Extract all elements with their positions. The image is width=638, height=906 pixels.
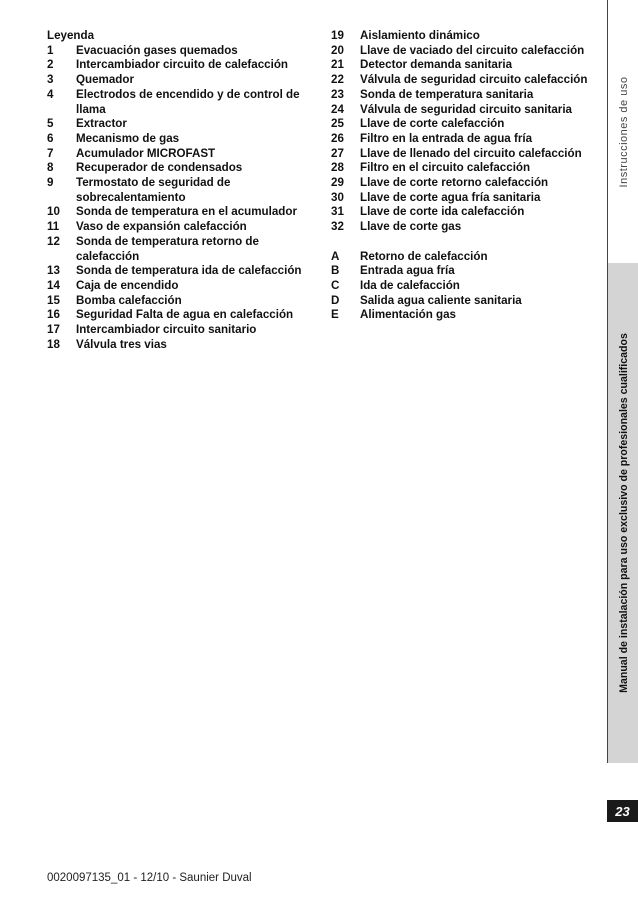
legend-item-text: Extractor xyxy=(76,117,127,131)
legend-item xyxy=(47,73,312,88)
legend-item-text: Recuperador de condensados xyxy=(76,161,243,175)
legend-item xyxy=(331,220,596,235)
legend-item xyxy=(47,338,312,353)
legend-item xyxy=(47,308,312,323)
legend-item xyxy=(47,264,312,279)
legend-item xyxy=(331,264,596,279)
legend-item-number: 3 xyxy=(47,73,54,87)
legend-item xyxy=(47,44,312,59)
sidebar-bottom-label: Manual de instalación para uso exclusivo de profesionales cualificados xyxy=(617,333,630,693)
legend-item-number: 2 xyxy=(47,58,54,72)
legend-item-number: 8 xyxy=(47,161,54,175)
legend-item-number: 26 xyxy=(331,131,344,145)
legend-item-number: B xyxy=(331,264,340,278)
legend-item xyxy=(47,220,312,235)
legend-item-number: 22 xyxy=(331,73,344,87)
legend-item-number: 1 xyxy=(47,43,54,57)
legend-item-text: Mecanismo de gas xyxy=(76,131,180,145)
legend-item-text: Llave de vaciado del circuito calefacción xyxy=(360,43,585,57)
legend-item xyxy=(47,88,312,117)
legend-item-number: 25 xyxy=(331,117,344,131)
legend-item-text: Válvula de seguridad circuito calefacción xyxy=(360,73,588,87)
legend-item-text: Seguridad Falta de agua en calefacción xyxy=(76,308,294,322)
legend-item xyxy=(331,73,596,88)
legend-item xyxy=(47,323,312,338)
legend-item-text: Salida agua caliente sanitaria xyxy=(360,293,522,307)
legend-item-number: A xyxy=(331,249,340,263)
legend-item xyxy=(47,132,312,147)
legend-item-number: 4 xyxy=(47,87,54,101)
legend-item xyxy=(47,117,312,132)
legend-item-text: Intercambiador circuito sanitario xyxy=(76,323,257,337)
legend-item-number: 5 xyxy=(47,117,54,131)
legend-list-left xyxy=(47,44,312,353)
legend-item-number: 12 xyxy=(47,234,60,248)
legend-item-text: Llave de corte agua fría sanitaria xyxy=(360,190,541,204)
legend-item-text: Detector demanda sanitaria xyxy=(360,58,513,72)
legend-item-number: 29 xyxy=(331,176,344,190)
legend-item-text: Llave de corte calefacción xyxy=(360,117,505,131)
legend-item-text: Filtro en la entrada de agua fría xyxy=(360,131,533,145)
legend-item xyxy=(331,44,596,59)
legend-item-text: Bomba calefacción xyxy=(76,293,182,307)
legend-item xyxy=(331,308,596,323)
legend-item-number: 18 xyxy=(47,337,60,351)
legend-item-number: 30 xyxy=(331,190,344,204)
legend-item-number: 21 xyxy=(331,58,344,72)
legend-item-number: 6 xyxy=(47,131,54,145)
spacer xyxy=(331,235,596,250)
sidebar-user-section xyxy=(607,0,638,263)
legend-item xyxy=(47,294,312,309)
legend-item-number: 13 xyxy=(47,264,60,278)
legend-item-number: 31 xyxy=(331,205,344,219)
legend-item xyxy=(331,103,596,118)
legend-item-number: 32 xyxy=(331,220,344,234)
legend-item xyxy=(331,117,596,132)
legend-item-text: Llave de corte ida calefacción xyxy=(360,205,525,219)
legend-item xyxy=(331,294,596,309)
legend-item-text: Electrodos de encendido y de control de llama xyxy=(76,87,300,116)
legend-item-text: Entrada agua fría xyxy=(360,264,455,278)
legend-item-text: Quemador xyxy=(76,73,134,87)
legend-item-number: D xyxy=(331,293,340,307)
legend-item-text: Ida de calefacción xyxy=(360,278,460,292)
legend-item-number: 9 xyxy=(47,176,54,190)
sidebar-top-label: Instrucciones de uso xyxy=(617,76,630,187)
legend-item-text: Intercambiador circuito de calefacción xyxy=(76,58,288,72)
legend-item-text: Sonda de temperatura retorno de calefacción xyxy=(76,234,259,263)
legend-item xyxy=(331,250,596,265)
legend-item-number: E xyxy=(331,308,339,322)
legend-item-text: Caja de encendido xyxy=(76,278,179,292)
legend-title: Leyenda xyxy=(47,29,95,42)
legend-item-text: Sonda de temperatura sanitaria xyxy=(360,87,534,101)
sidebar-installer-section xyxy=(607,263,638,763)
legend-item xyxy=(47,58,312,73)
legend-item-text: Alimentación gas xyxy=(360,308,456,322)
legend-item-text: Llave de llenado del circuito calefacción xyxy=(360,146,582,160)
legend-item-text: Acumulador MICROFAST xyxy=(76,146,216,160)
legend-item-text: Sonda de temperatura ida de calefacción xyxy=(76,264,302,278)
legend-item-number: 28 xyxy=(331,161,344,175)
legend-item-number: 24 xyxy=(331,102,344,116)
legend-item xyxy=(331,191,596,206)
legend-item-number: 14 xyxy=(47,278,60,292)
legend-list-right xyxy=(331,29,596,235)
legend-item xyxy=(331,58,596,73)
legend-item-number: 20 xyxy=(331,43,344,57)
legend-item-text: Vaso de expansión calefacción xyxy=(76,220,247,234)
legend-item xyxy=(331,88,596,103)
legend-item-number: 11 xyxy=(47,220,60,234)
legend-item xyxy=(47,147,312,162)
legend-item xyxy=(331,205,596,220)
legend-item-text: Llave de corte gas xyxy=(360,220,462,234)
legend-item xyxy=(47,279,312,294)
legend-item-number: 15 xyxy=(47,293,60,307)
legend-item-text: Llave de corte retorno calefacción xyxy=(360,176,549,190)
legend-item-number: 10 xyxy=(47,205,60,219)
legend-item xyxy=(331,29,596,44)
legend-item-text: Aislamiento dinámico xyxy=(360,29,480,42)
legend-item xyxy=(331,279,596,294)
legend-item xyxy=(47,161,312,176)
legend-item-number: 27 xyxy=(331,146,344,160)
page-number: 23 xyxy=(607,800,638,822)
legend-item-text: Válvula tres vias xyxy=(76,337,167,351)
legend-item-text: Sonda de temperatura en el acumulador xyxy=(76,205,297,219)
legend-item-text: Termostato de seguridad de sobrecalentamiento xyxy=(76,176,231,204)
legend-item xyxy=(331,176,596,191)
legend-item-text: Filtro en el circuito calefacción xyxy=(360,161,531,175)
legend-item-text: Retorno de calefacción xyxy=(360,249,488,263)
legend-item xyxy=(47,176,312,205)
legend-item xyxy=(331,161,596,176)
legend-item-number: 19 xyxy=(331,29,344,42)
legend-item-number: 23 xyxy=(331,87,344,101)
legend-right-column xyxy=(331,29,596,323)
legend-item xyxy=(47,205,312,220)
legend-left-column xyxy=(47,29,312,352)
legend-item-number: 16 xyxy=(47,308,60,322)
legend-item xyxy=(47,235,312,264)
legend-item-text: Válvula de seguridad circuito sanitaria xyxy=(360,102,572,116)
legend-item-number: 7 xyxy=(47,146,54,160)
legend-list-letters xyxy=(331,250,596,324)
legend-item xyxy=(331,147,596,162)
legend-item-text: Evacuación gases quemados xyxy=(76,43,238,57)
legend-item xyxy=(331,132,596,147)
legend-item-number: 17 xyxy=(47,323,60,337)
legend-item-number: C xyxy=(331,278,340,292)
footer-reference: 0020097135_01 - 12/10 - Saunier Duval xyxy=(47,872,252,884)
